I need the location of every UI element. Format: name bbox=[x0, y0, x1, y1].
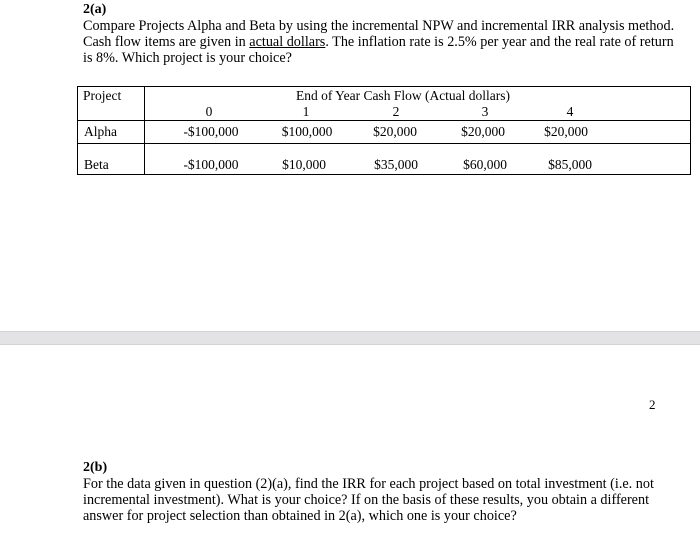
year-1-header: 1 bbox=[302, 104, 310, 119]
beta-project-label: Beta bbox=[84, 157, 109, 172]
beta-year-0: -$100,000 bbox=[183, 157, 239, 172]
table-divider-column bbox=[144, 87, 145, 174]
actual-dollars-underlined: actual dollars bbox=[249, 34, 326, 50]
alpha-year-1: $100,000 bbox=[281, 124, 333, 139]
question-2a-text-start: Compare Projects Alpha and Beta by using the incremental NPW and incremental IRR analysis method. Cash flow items are given in bbox=[83, 18, 675, 50]
beta-year-2: $35,000 bbox=[374, 157, 418, 172]
question-2b-heading: 2(b) bbox=[83, 460, 108, 475]
alpha-year-3: $20,000 bbox=[461, 124, 505, 139]
year-3-header: 3 bbox=[481, 104, 489, 119]
alpha-project-label: Alpha bbox=[84, 124, 117, 139]
page-number: 2 bbox=[649, 397, 656, 412]
beta-year-3: $60,000 bbox=[463, 157, 507, 172]
beta-year-4: $85,000 bbox=[548, 157, 592, 172]
question-2a-heading: 2(a) bbox=[83, 2, 107, 17]
year-0-header: 0 bbox=[205, 104, 213, 119]
question-2b-text: For the data given in question (2)(a), find the IRR for each project based on total investment (i.e. not incremental investment). What is your choice? If on the basis of these results, you obtain a different answer for project selection than obtained in 2(a), which one is your choice? bbox=[83, 476, 654, 524]
beta-year-1: $10,000 bbox=[282, 157, 326, 172]
table-divider-header bbox=[78, 120, 690, 121]
project-column-header: Project bbox=[83, 88, 122, 103]
alpha-year-0: -$100,000 bbox=[183, 124, 239, 139]
question-2a-text-end: . The inflation rate is 2.5% per year and the real rate of return is 8%. Which project is your choice? bbox=[83, 34, 674, 66]
cash-flow-header: End of Year Cash Flow (Actual dollars) bbox=[295, 88, 511, 103]
page-two bbox=[0, 345, 700, 547]
alpha-year-4: $20,000 bbox=[544, 124, 588, 139]
table-divider-row bbox=[78, 143, 690, 144]
page-separator bbox=[0, 331, 700, 345]
year-4-header: 4 bbox=[566, 104, 574, 119]
year-2-header: 2 bbox=[392, 104, 400, 119]
cash-flow-table bbox=[77, 86, 691, 175]
alpha-year-2: $20,000 bbox=[373, 124, 417, 139]
question-2a-text bbox=[83, 18, 683, 66]
